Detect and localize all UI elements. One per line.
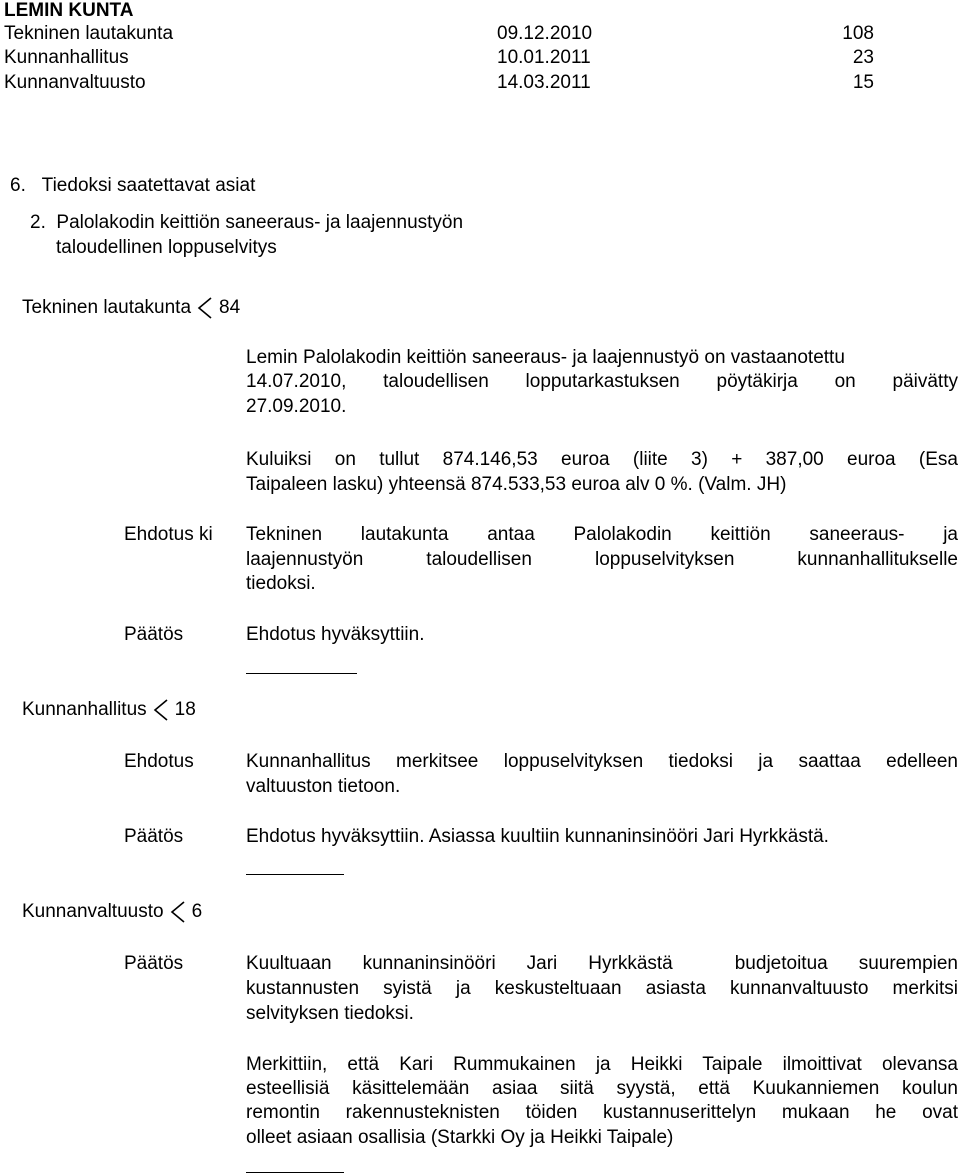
text-line: esteellisiä käsittelemään asiaa siitä syystä, että Kuukanniemen koulun <box>246 1078 958 1099</box>
text-line: 27.09.2010. <box>246 396 347 417</box>
section-heading-kunnanhallitus <box>22 698 196 722</box>
separator-line <box>246 874 344 875</box>
text-line: selvityksen tiedoksi. <box>246 1003 414 1024</box>
text-line: valtuuston tietoon. <box>246 776 401 797</box>
decision-label: Päätös <box>124 953 184 974</box>
text-line: Kuultuaan kunnaninsinööri Jari Hyrkkästä budjetoitua suurempien <box>246 953 958 974</box>
proposal-label: Ehdotus <box>124 751 194 772</box>
separator-line <box>246 673 357 674</box>
decision-label: Päätös <box>124 826 184 847</box>
text-line: Lemin Palolakodin keittiön saneeraus- ja laajennustyö on vastaanotettu <box>246 347 845 368</box>
proposal-label: Ehdotus ki <box>124 524 213 545</box>
header-row-date: 10.01.2011 <box>497 47 591 68</box>
section-heading-number: 18 <box>174 699 196 720</box>
text-line: remontin rakennusteknisten töiden kustannuserittelyn mukaan he ovat <box>246 1102 958 1123</box>
header-row-date: 09.12.2010 <box>497 23 593 44</box>
section-heading-number: 6 <box>191 901 203 922</box>
separator-line <box>246 1172 344 1173</box>
text-line: kustannusten syistä ja keskusteltuaan asiasta kunnanvaltuusto merkitsi <box>246 978 958 999</box>
header-row-date: 14.03.2011 <box>497 72 591 93</box>
header-row-body: Kunnanvaltuusto <box>4 72 146 93</box>
header-row-number: 15 <box>852 72 874 93</box>
text-line: Taipaleen lasku) yhteensä 874.533,53 euroa alv 0 %. (Valm. JH) <box>246 474 787 495</box>
header-row-body: Kunnanhallitus <box>4 47 129 68</box>
section-mark-icon <box>170 901 186 923</box>
agenda-item-title: 6. Tiedoksi saatettavat asiat <box>10 175 256 196</box>
section-heading-kunnanvaltuusto <box>22 900 202 924</box>
header-row-number: 23 <box>852 47 874 68</box>
agenda-subitem-title-cont: taloudellinen loppuselvitys <box>56 237 277 258</box>
text-line: Kuluiksi on tullut 874.146,53 euroa (liite 3) + 387,00 euroa (Esa <box>246 449 958 470</box>
section-heading-body: Kunnanhallitus <box>22 699 147 720</box>
section-heading-tekninen <box>22 296 240 320</box>
text-line: 14.07.2010, taloudellisen lopputarkastuksen pöytäkirja on päivätty <box>246 371 958 392</box>
section-mark-icon <box>153 699 169 721</box>
section-mark-icon <box>197 297 213 319</box>
text-line: olleet asiaan osallisia (Starkki Oy ja Heikki Taipale) <box>246 1127 674 1148</box>
text-line: Tekninen lautakunta antaa Palolakodin keittiön saneeraus- ja <box>246 524 958 545</box>
header-row-body: Tekninen lautakunta <box>4 23 174 44</box>
decision-label: Päätös <box>124 624 184 645</box>
text-line: Merkittiin, että Kari Rummukainen ja Heikki Taipale ilmoittivat olevansa <box>246 1054 958 1075</box>
decision-text: Ehdotus hyväksyttiin. <box>246 624 425 645</box>
text-line: laajennustyön taloudellisen loppuselvityksen kunnanhallitukselle <box>246 549 958 570</box>
decision-text: Ehdotus hyväksyttiin. Asiassa kuultiin kunnaninsinööri Jari Hyrkkästä. <box>246 826 829 847</box>
section-heading-body: Tekninen lautakunta <box>22 297 192 318</box>
text-line: tiedoksi. <box>246 573 316 594</box>
text-line: Kunnanhallitus merkitsee loppuselvityksen tiedoksi ja saattaa edelleen <box>246 751 958 772</box>
organization-title: LEMIN KUNTA <box>4 0 134 21</box>
section-heading-number: 84 <box>219 297 241 318</box>
section-heading-body: Kunnanvaltuusto <box>22 901 164 922</box>
header-row-number: 108 <box>842 23 874 44</box>
agenda-subitem-title: 2. Palolakodin keittiön saneeraus- ja laajennustyön <box>30 212 464 233</box>
